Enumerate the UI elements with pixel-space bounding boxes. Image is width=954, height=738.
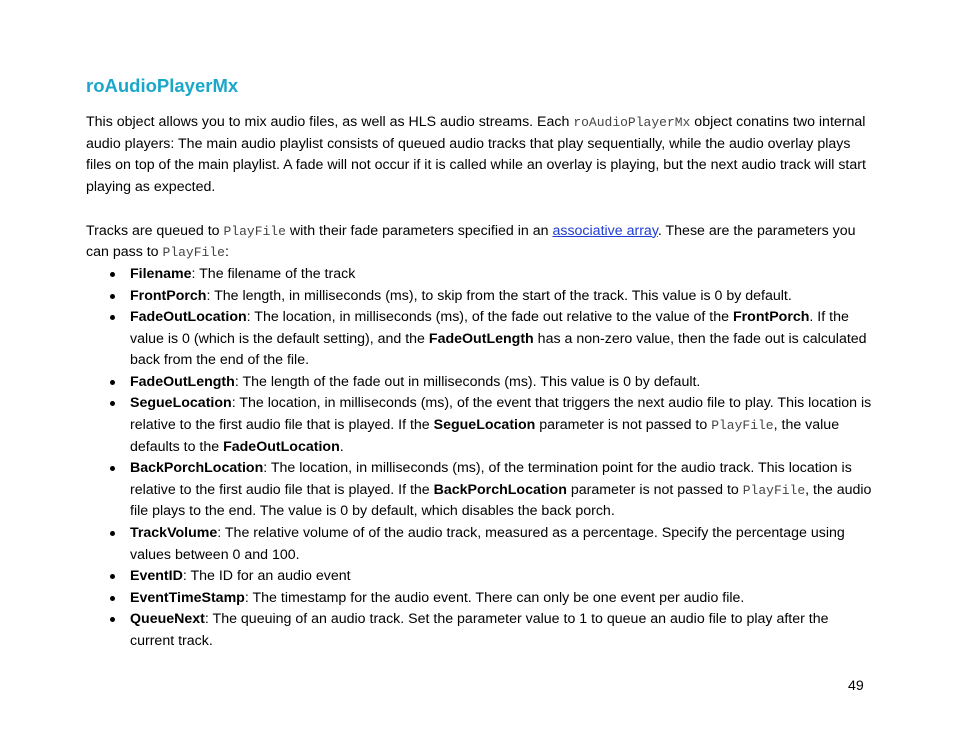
list-item: BackPorchLocation: The location, in milliseconds (ms), of the termination point for the audio track. This location is relative to the first audio file that is played. If the BackPorchLocation parameter is not passed to PlayFile, the audio file plays to the end. The value is 0 by default, which disables the back porch. bbox=[86, 458, 876, 523]
inline-code: PlayFile bbox=[742, 482, 806, 498]
bullet-icon bbox=[110, 380, 115, 385]
param-term: FadeOutLocation bbox=[130, 309, 247, 326]
list-item: EventTimeStamp: The timestamp for the audio event. There can only be one event per audio file. bbox=[86, 588, 876, 610]
bullet-icon bbox=[110, 401, 115, 406]
bullet-icon bbox=[110, 617, 115, 622]
param-term: SegueLocation bbox=[130, 395, 232, 412]
param-term: EventTimeStamp bbox=[130, 589, 245, 606]
bullet-icon bbox=[110, 574, 115, 579]
list-item: TrackVolume: The relative volume of of the audio track, measured as a percentage. Specify the percentage using values between 0 and 100. bbox=[86, 523, 876, 566]
param-term: EventID bbox=[130, 568, 183, 585]
tracks-paragraph: Tracks are queued to PlayFile with their fade parameters specified in an associative array. These are the parameters you can pass to PlayFile: bbox=[86, 222, 856, 261]
page-title: roAudioPlayerMx bbox=[86, 75, 239, 96]
inline-code: PlayFile bbox=[223, 223, 286, 239]
list-item: EventID: The ID for an audio event bbox=[86, 566, 876, 588]
bullet-icon bbox=[110, 531, 115, 536]
param-term: Filename bbox=[130, 265, 192, 282]
parameter-list bbox=[86, 264, 876, 653]
inline-code: roAudioPlayerMx bbox=[573, 115, 691, 130]
bullet-icon bbox=[110, 294, 115, 299]
list-item: SegueLocation: The location, in milliseconds (ms), of the event that triggers the next audio file to play. This location is relative to the first audio file that is played. If the SegueLocation parameter is not passed to PlayFile, the value defaults to the FadeOutLocation. bbox=[86, 393, 876, 458]
list-item: FadeOutLength: The length of the fade out in milliseconds (ms). This value is 0 by default. bbox=[86, 372, 876, 394]
param-term: TrackVolume bbox=[130, 525, 218, 542]
param-term: BackPorchLocation bbox=[130, 460, 264, 477]
page-number: 49 bbox=[848, 678, 864, 694]
list-item: Filename: The filename of the track bbox=[86, 264, 876, 286]
associative-array-link[interactable]: associative array bbox=[552, 222, 658, 239]
inline-code: PlayFile bbox=[711, 418, 774, 434]
list-item: QueueNext: The queuing of an audio track. Set the parameter value to 1 to queue an audio file to play after the current track. bbox=[86, 609, 876, 652]
inline-code: PlayFile bbox=[162, 245, 225, 261]
bullet-icon bbox=[110, 466, 115, 471]
param-term: FrontPorch bbox=[130, 287, 207, 304]
intro-paragraph: This object allows you to mix audio files, as well as HLS audio streams. Each roAudioPlayerMx object conatins two internal audio players: The main audio playlist consists of queued audio tracks that play sequentially, while the audio overlay plays files on top of the main playlist. A fade will not occur if it is called while an overlay is playing, but the next audio track will start playing as expected. bbox=[86, 114, 866, 196]
document-page bbox=[86, 74, 876, 653]
bullet-icon bbox=[110, 315, 115, 320]
bullet-icon bbox=[110, 596, 115, 601]
bullet-icon bbox=[110, 272, 115, 277]
list-item: FadeOutLocation: The location, in milliseconds (ms), of the fade out relative to the value of the FrontPorch. If the value is 0 (which is the default setting), and the FadeOutLength has a non-zero value, then the fade out is calculated back from the end of the file. bbox=[86, 307, 876, 372]
list-item: FrontPorch: The length, in milliseconds (ms), to skip from the start of the track. This value is 0 by default. bbox=[86, 286, 876, 308]
param-term: FadeOutLength bbox=[130, 373, 235, 390]
param-term: QueueNext bbox=[130, 611, 205, 628]
